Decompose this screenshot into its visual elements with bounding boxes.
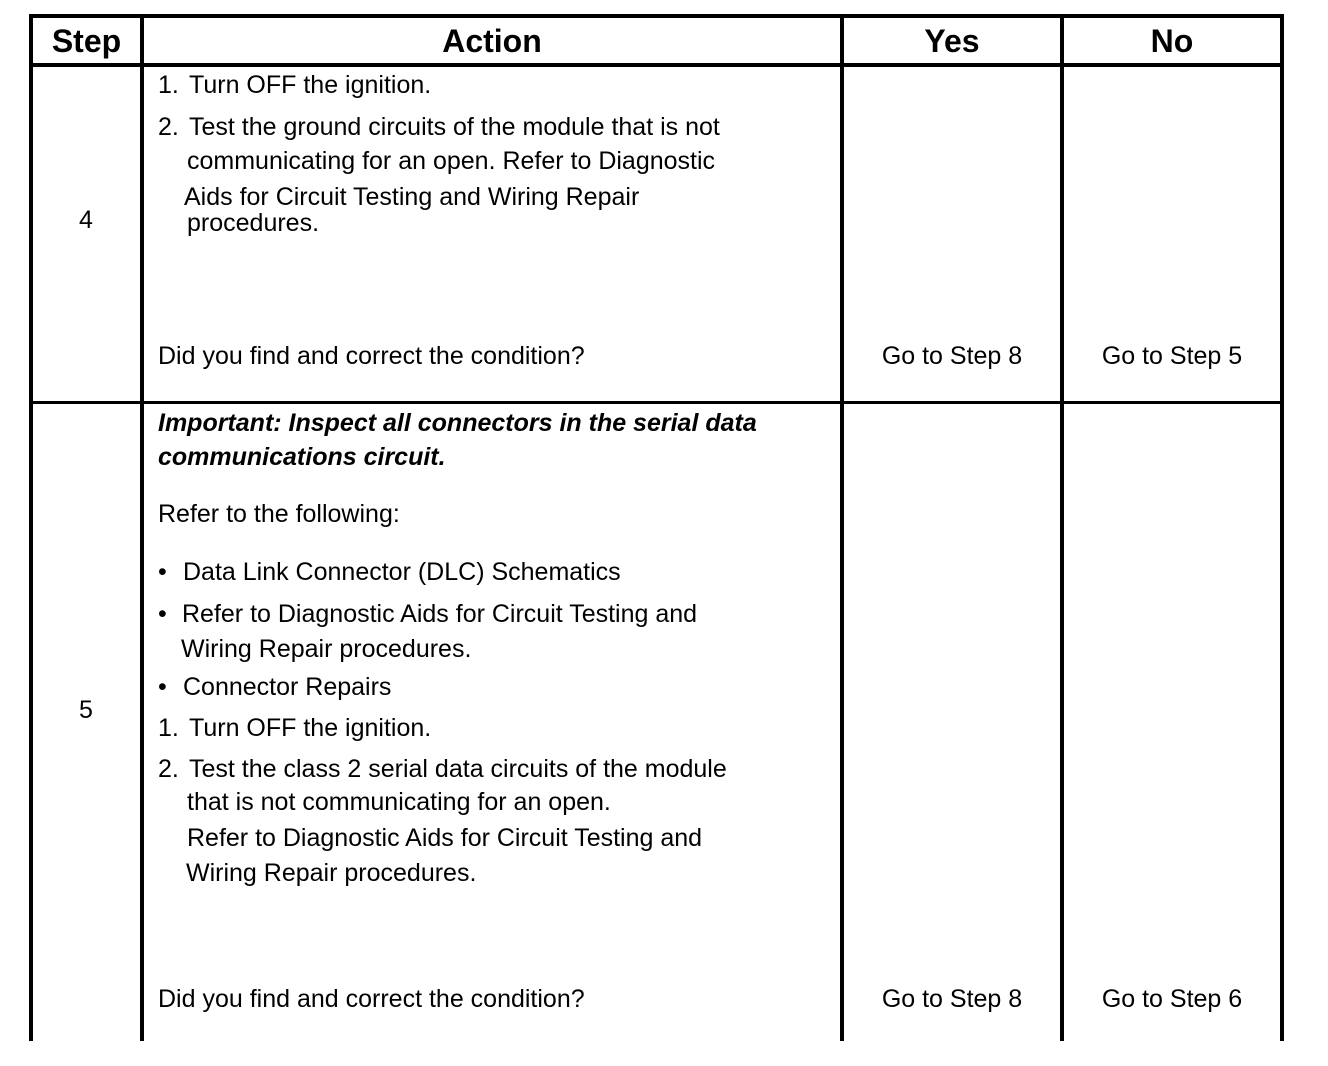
action-text: Aids for Circuit Testing and Wiring Repair bbox=[184, 183, 640, 211]
header-step: Step bbox=[51, 23, 122, 59]
bullet-item: Data Link Connector (DLC) Schematics bbox=[183, 558, 621, 586]
table-border-left bbox=[29, 14, 33, 1041]
list-item-number: 2. bbox=[158, 755, 179, 783]
action-text: Wiring Repair procedures. bbox=[186, 859, 477, 887]
column-divider-action bbox=[840, 14, 844, 1041]
bullet-icon: • bbox=[158, 600, 167, 628]
action-text: Turn OFF the ignition. bbox=[189, 714, 432, 742]
yes-go-to-step: Go to Step 8 bbox=[881, 342, 1023, 370]
column-divider-yes bbox=[1060, 14, 1064, 1041]
header-action: Action bbox=[442, 23, 542, 59]
no-go-to-step: Go to Step 5 bbox=[1101, 342, 1243, 370]
action-text: Refer to Diagnostic Aids for Circuit Testing and bbox=[187, 824, 703, 852]
header-no: No bbox=[1150, 23, 1194, 59]
bullet-icon: • bbox=[158, 673, 167, 701]
action-text: Turn OFF the ignition. bbox=[189, 71, 432, 99]
refer-text: Refer to the following: bbox=[158, 500, 400, 528]
no-go-to-step: Go to Step 6 bbox=[1101, 985, 1243, 1013]
table-border-right bbox=[1280, 14, 1284, 1041]
important-note: Important: Inspect all connectors in the serial data bbox=[158, 409, 757, 437]
list-item-number: 1. bbox=[158, 71, 179, 99]
yes-go-to-step: Go to Step 8 bbox=[881, 985, 1023, 1013]
question-text: Did you find and correct the condition? bbox=[158, 985, 585, 1013]
action-text: communicating for an open. Refer to Diagnostic bbox=[187, 147, 716, 175]
bullet-item: Refer to Diagnostic Aids for Circuit Testing and bbox=[182, 600, 698, 628]
action-text: Test the ground circuits of the module that is not bbox=[189, 113, 720, 141]
list-item-number: 2. bbox=[158, 113, 179, 141]
bullet-item: Connector Repairs bbox=[183, 673, 392, 701]
step-number: 4 bbox=[79, 206, 93, 234]
bullet-item: Wiring Repair procedures. bbox=[181, 635, 472, 663]
question-text: Did you find and correct the condition? bbox=[158, 342, 585, 370]
action-text: Test the class 2 serial data circuits of the module bbox=[189, 755, 727, 783]
step-number: 5 bbox=[79, 696, 93, 724]
action-text: that is not communicating for an open. bbox=[187, 788, 611, 816]
action-text: procedures. bbox=[187, 209, 320, 237]
list-item-number: 1. bbox=[158, 714, 179, 742]
row-divider bbox=[29, 401, 1284, 404]
bullet-icon: • bbox=[158, 558, 167, 586]
header-yes: Yes bbox=[924, 23, 980, 59]
important-note: communications circuit. bbox=[158, 443, 446, 471]
column-divider-step bbox=[140, 14, 144, 1041]
